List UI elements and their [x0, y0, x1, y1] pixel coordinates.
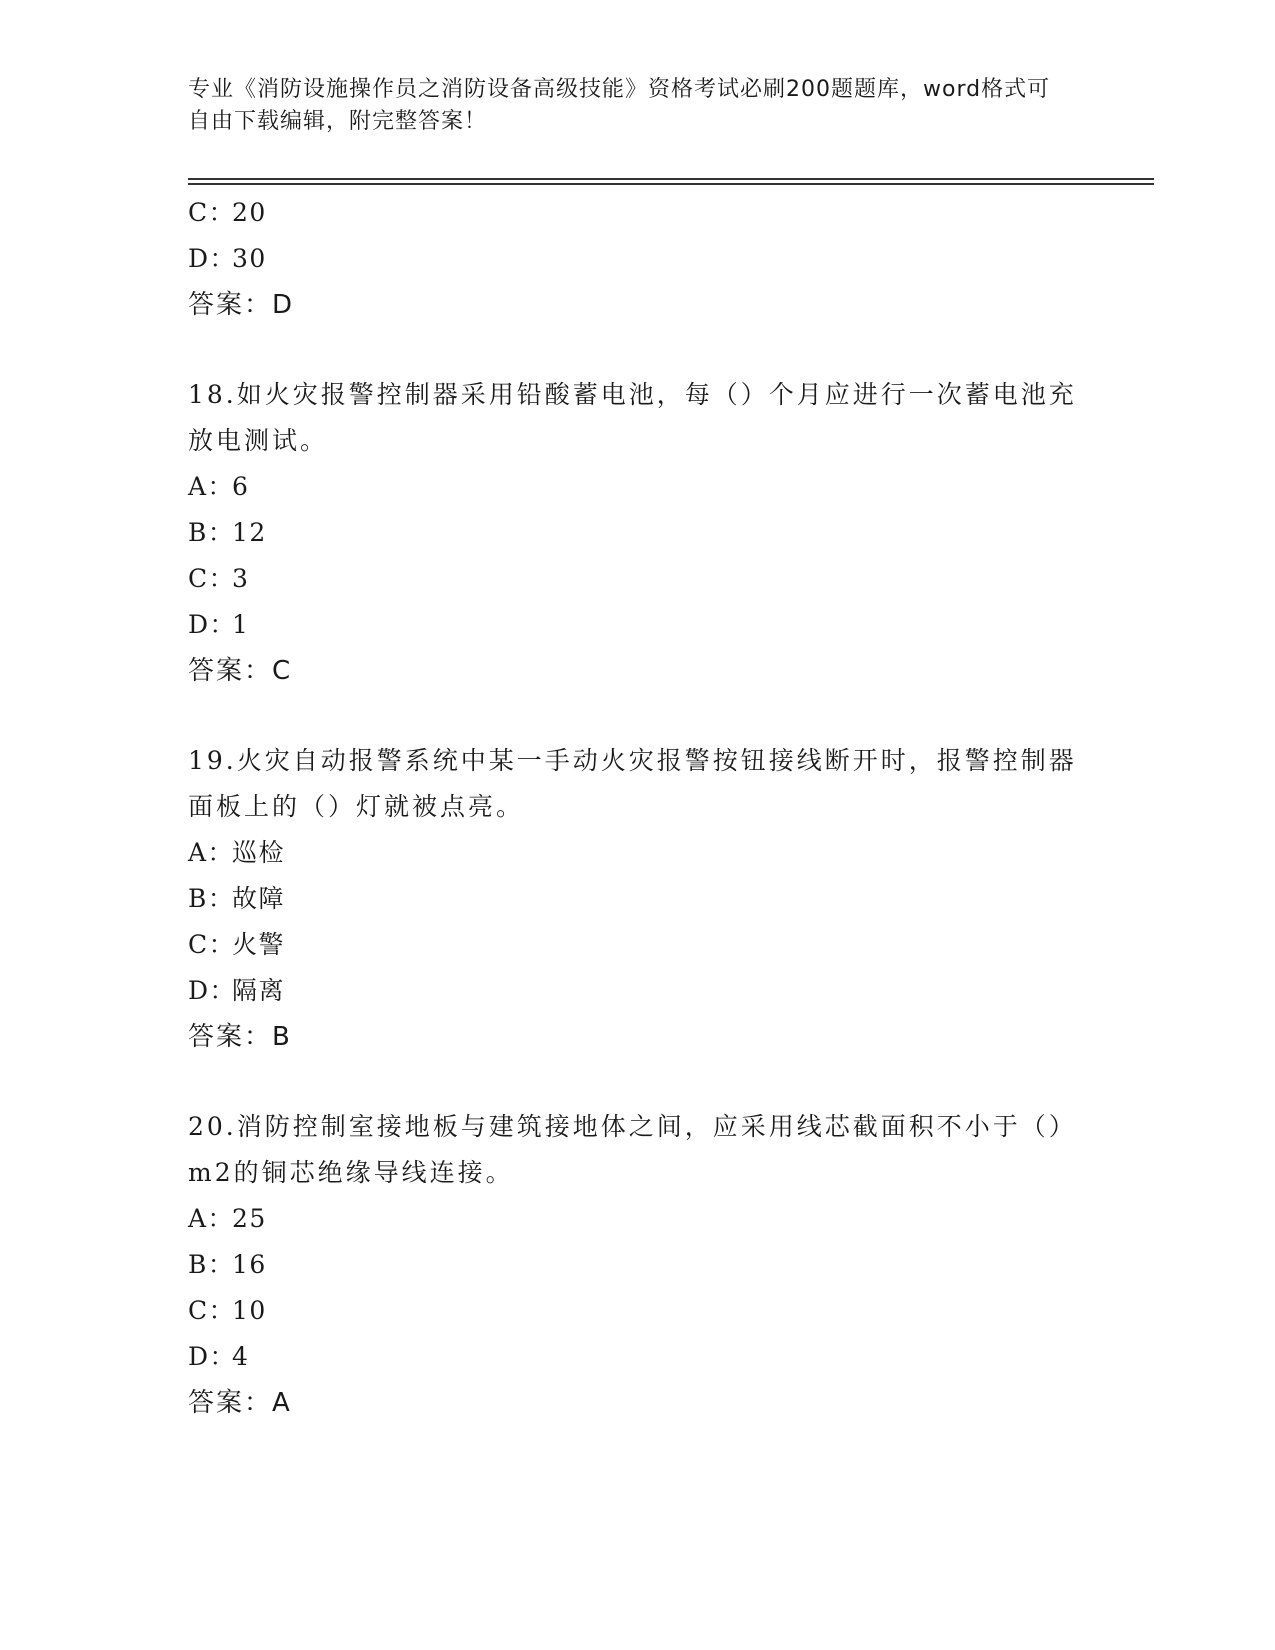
header-rule-bottom — [188, 183, 1154, 185]
option-c: C：火警 — [188, 930, 286, 959]
option-b: B：16 — [188, 1250, 267, 1279]
option-d: D：隔离 — [188, 976, 286, 1005]
question-list — [188, 190, 1088, 1426]
option-b: B：故障 — [188, 884, 286, 913]
question-17-tail — [188, 190, 1088, 328]
answer-text: 答案：A — [188, 1388, 292, 1418]
option-c: C：3 — [188, 564, 250, 593]
option-d: D：30 — [188, 244, 267, 273]
option-c: C：20 — [188, 198, 267, 227]
option-a: A：巡检 — [188, 838, 286, 867]
header-rule-top — [188, 178, 1154, 180]
option-c: C：10 — [188, 1296, 267, 1325]
option-a: A：25 — [188, 1204, 267, 1233]
answer-text: 答案：B — [188, 1022, 292, 1052]
question-20 — [188, 1104, 1088, 1426]
option-d: D：4 — [188, 1342, 250, 1371]
option-a: A：6 — [188, 472, 250, 501]
option-d: D：1 — [188, 610, 250, 639]
option-b: B：12 — [188, 518, 267, 547]
answer-text: 答案：D — [188, 290, 295, 320]
question-stem: 19.火灾自动报警系统中某一手动火灾报警按钮接线断开时，报警控制器面板上的（）灯就被点亮。 — [188, 746, 1077, 821]
question-19 — [188, 738, 1088, 1060]
question-stem: 20.消防控制室接地板与建筑接地体之间，应采用线芯截面积不小于（）m2的铜芯绝缘导线连接。 — [188, 1112, 1077, 1187]
answer-text: 答案：C — [188, 656, 293, 686]
document-header: 专业《消防设施操作员之消防设备高级技能》资格考试必刷200题题库，word格式可自由下载编辑，附完整答案！ — [188, 77, 1051, 134]
question-stem: 18.如火灾报警控制器采用铅酸蓄电池，每（）个月应进行一次蓄电池充放电测试。 — [188, 380, 1077, 455]
question-18 — [188, 372, 1088, 694]
